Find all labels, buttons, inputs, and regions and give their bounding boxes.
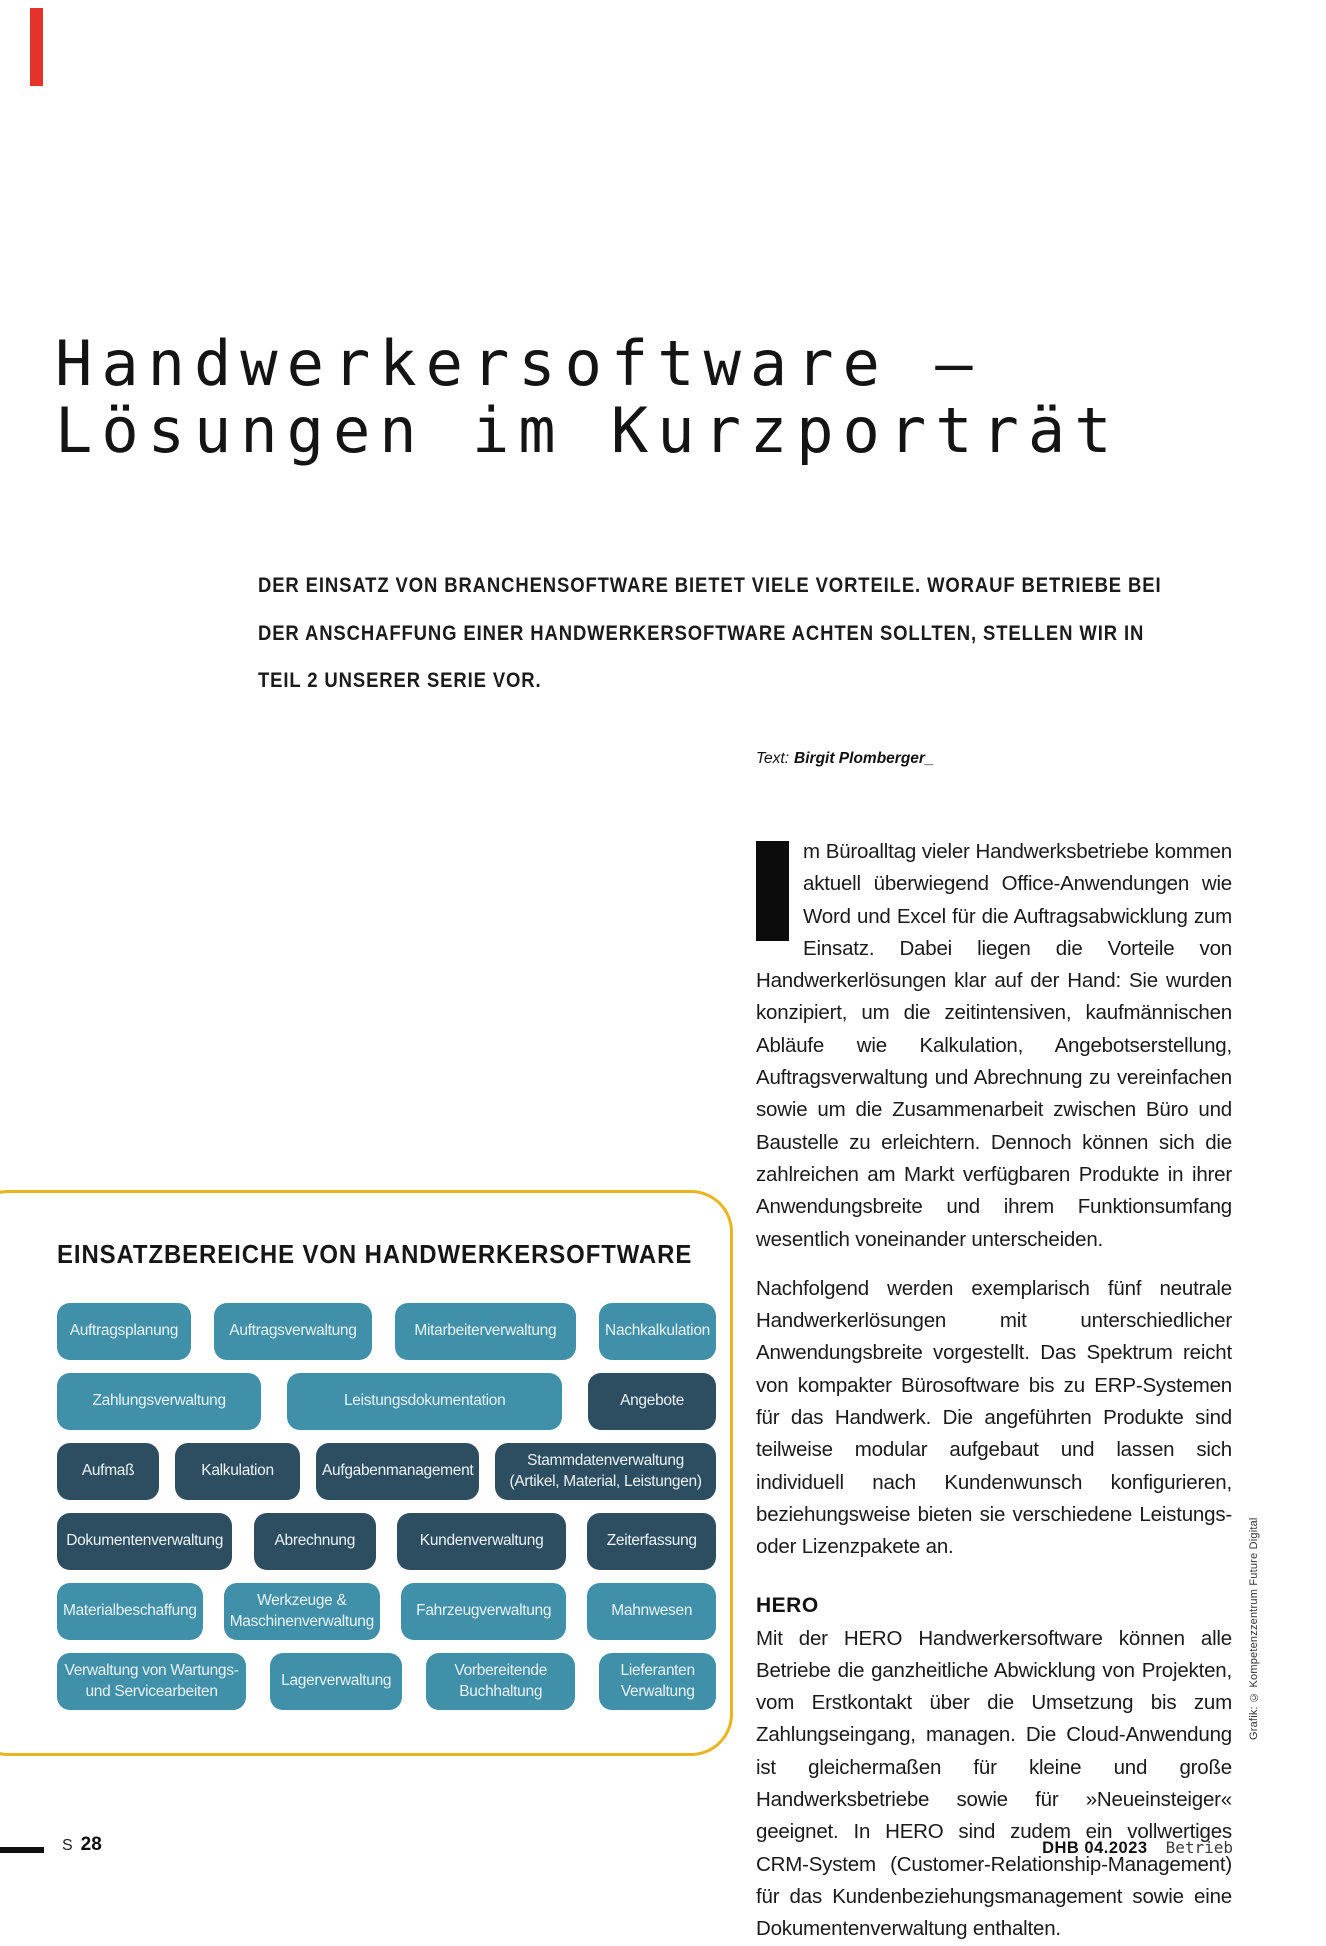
paragraph-hero: Mit der HERO Handwerkersoftware können alle Betriebe die ganzheitliche Abwicklung von Projekten, vom Erstkontakt über die Umsetzung bis zum Zahlungseingang, managen. Die Cloud-Anwendung ist gleichermaßen für kleine und große Handwerksbetriebe sowie für »Neueinsteiger« geeignet. In HERO sind zudem ein vollwertiges CRM-System (Customer-Relationship-Management) für das Kundenbeziehungsmanagement sowie eine Dokumentenverwaltung enthalten.	[756, 1626, 1232, 1941]
software-area-tag: Angebote	[588, 1373, 716, 1430]
page-title-line1: Handwerkersoftware –	[55, 327, 982, 400]
footer-dash	[0, 1847, 44, 1853]
software-area-tag: Materialbeschaffung	[57, 1583, 203, 1640]
footer-page-num: 28	[80, 1834, 102, 1855]
software-areas-row	[57, 1583, 716, 1640]
software-area-tag: Kalkulation	[175, 1443, 300, 1500]
software-area-tag: Aufmaß	[57, 1443, 159, 1500]
red-rubric-mark	[30, 8, 43, 86]
software-area-tag: Kundenverwaltung	[397, 1513, 566, 1570]
byline-author: Birgit Plomberger_	[794, 750, 934, 767]
paragraph-intro	[756, 836, 1232, 1256]
software-area-tag: Vorbereitende Buchhaltung	[426, 1653, 575, 1710]
software-area-tag: Auftragsverwaltung	[214, 1303, 372, 1360]
software-area-tag: Aufgabenmanagement	[316, 1443, 479, 1500]
software-area-tag: Lagerverwaltung	[270, 1653, 402, 1710]
software-area-tag: Stammdatenverwaltung (Artikel, Material, Leistungen)	[495, 1443, 716, 1500]
footer-issue-info	[1042, 1838, 1233, 1858]
software-area-tag: Auftragsplanung	[57, 1303, 191, 1360]
software-areas-row	[57, 1513, 716, 1570]
software-area-tag: Mitarbeiterverwaltung	[395, 1303, 576, 1360]
software-area-tag: Werkzeuge & Maschinenverwaltung	[224, 1583, 380, 1640]
standfirst: DER EINSATZ VON BRANCHENSOFTWARE BIETET VIELE VORTEILE. WORAUF BETRIEBE BEI DER ANSCHAFFUNG EINER HANDWERKERSOFTWARE ACHTEN SOLLTEN, STELLEN WIR IN TEIL 2 UNSERER SERIE VOR.	[258, 574, 1162, 692]
dropcap-letter-i	[756, 841, 789, 941]
software-area-tag: Leistungsdokumentation	[287, 1373, 562, 1430]
footer-issue: DHB 04.2023	[1042, 1839, 1148, 1857]
paragraph-overview: Nachfolgend werden exemplarisch fünf neutrale Handwerkerlösungen mit unterschiedlicher Anwendungsbreite vorgestellt. Das Spektrum reicht von kompakter Bürosoftware bis zu ERP-Systemen für das Handwerk. Die angeführten Produkte sind teilweise modular aufgebaut und lassen sich individuell nach Kundenwunsch konfigurieren, beziehungsweise bieten sie verschiedene Leistungs- oder Lizenzpakete an.	[756, 1276, 1232, 1559]
software-area-tag: Nachkalkulation	[599, 1303, 716, 1360]
footer-section: Betrieb	[1165, 1838, 1233, 1857]
software-area-tag: Fahrzeugverwaltung	[401, 1583, 566, 1640]
graphic-credit: Grafik: © Kompetenzzentrum Future Digital	[1248, 1517, 1260, 1740]
infobox-title: EINSATZBEREICHE VON HANDWERKERSOFTWARE	[57, 1239, 693, 1269]
hero-heading: HERO	[756, 1593, 819, 1617]
page-title-line2: Lösungen im Kurzporträt	[55, 394, 1121, 467]
infobox-einsatzbereiche	[0, 1190, 733, 1756]
byline-label: Text:	[756, 750, 790, 767]
footer-page-label: S	[62, 1837, 73, 1854]
software-area-tag: Zeiterfassung	[587, 1513, 716, 1570]
software-area-tag: Verwaltung von Wartungs- und Servicearbeiten	[57, 1653, 246, 1710]
article-column	[756, 836, 1232, 1946]
software-area-tag: Lieferanten Verwaltung	[599, 1653, 716, 1710]
software-areas-grid	[57, 1303, 716, 1710]
software-area-tag: Dokumentenverwaltung	[57, 1513, 232, 1570]
software-areas-row	[57, 1303, 716, 1360]
software-areas-row	[57, 1373, 716, 1430]
software-area-tag: Zahlungsverwaltung	[57, 1373, 261, 1430]
software-area-tag: Abrechnung	[254, 1513, 376, 1570]
byline	[756, 750, 934, 768]
paragraph-intro-text: m Büroalltag vieler Handwerksbetriebe kommen aktuell überwiegend Office-Anwendungen wie Word und Excel für die Auftragsabwicklung zum Einsatz. Dabei liegen die Vorteile von Handwerkerlösungen klar auf der Hand: Sie wurden konzipiert, um die zeitintensiven, kaufmännischen Abläufe wie Kalkulation, Angebotserstellung, Auftragsverwaltung und Abrechnung zu vereinfachen sowie um die Zusammenarbeit zwischen Büro und Baustelle zu erleichtern. Dennoch können sich die zahlreichen am Markt verfügbaren Produkte in ihrer Anwendungsbreite und ihrem Funktionsumfang wesentlich voneinander unterscheiden.	[756, 840, 1232, 1251]
footer-page-number	[62, 1834, 102, 1856]
page-title	[55, 327, 1121, 467]
software-areas-row	[57, 1653, 716, 1710]
software-areas-row	[57, 1443, 716, 1500]
software-area-tag: Mahnwesen	[587, 1583, 716, 1640]
